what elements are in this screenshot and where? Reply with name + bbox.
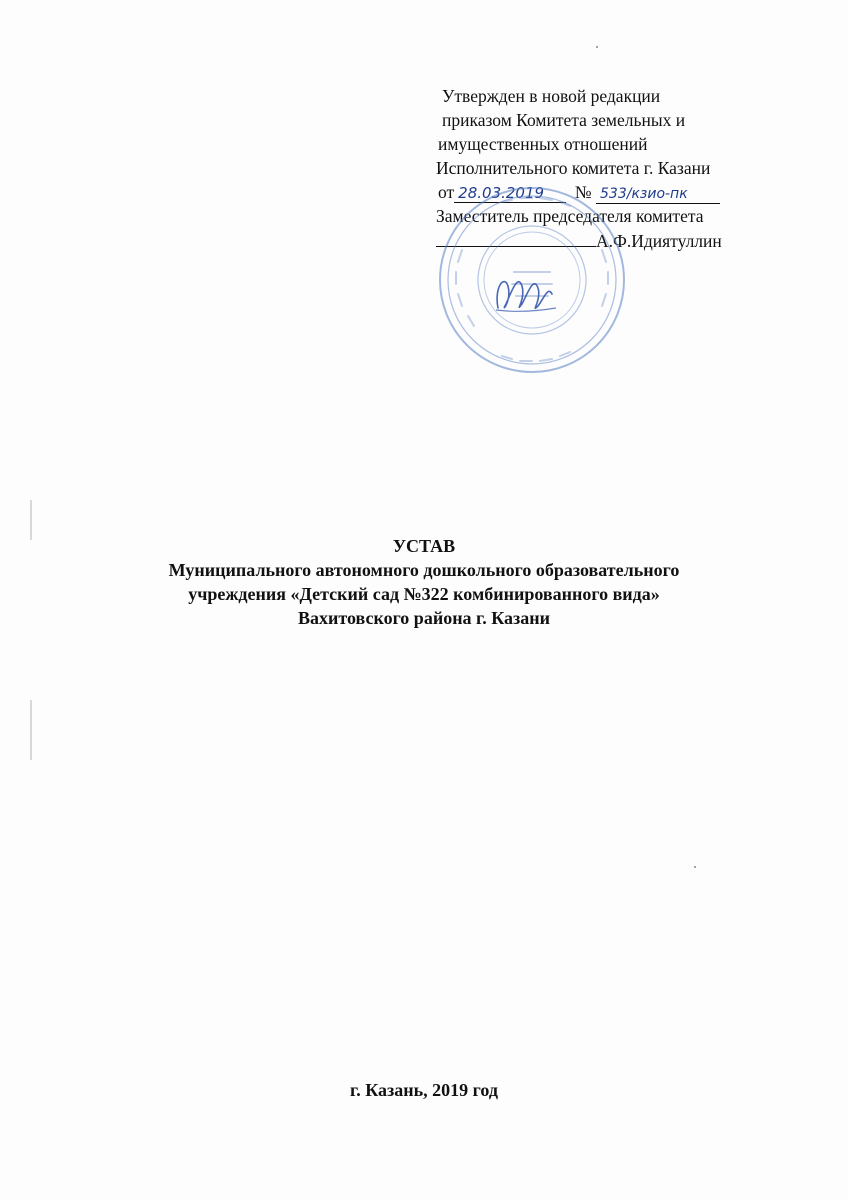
signature-underline bbox=[436, 228, 596, 247]
approval-line-1: Утвержден в новой редакции bbox=[442, 86, 661, 106]
approval-date-line bbox=[428, 180, 768, 204]
signer-position: Заместитель председателя комитета bbox=[436, 206, 704, 226]
number-value: 533/кзио-пк bbox=[596, 185, 720, 204]
approval-line-4: Исполнительного комитета г. Казани bbox=[436, 158, 711, 178]
place-year-footer: г. Казань, 2019 год bbox=[350, 1080, 498, 1100]
document-title-block bbox=[0, 534, 848, 630]
title-line-1: Муниципального автономного дошкольного образовательного bbox=[168, 560, 680, 580]
signature-icon bbox=[492, 268, 562, 318]
date-prefix: от bbox=[438, 182, 455, 202]
scan-edge-mark bbox=[30, 700, 32, 760]
scan-dot bbox=[694, 866, 696, 868]
title-line-3: Вахитовского района г. Казани bbox=[297, 608, 550, 628]
number-prefix: № bbox=[574, 182, 592, 202]
signature-line bbox=[428, 228, 768, 253]
date-value: 28.03.2019 bbox=[454, 184, 566, 203]
scan-dot bbox=[596, 46, 598, 48]
document-title: УСТАВ bbox=[392, 536, 456, 556]
title-line-2: учреждения «Детский сад №322 комбинированного вида» bbox=[188, 584, 660, 604]
approval-block bbox=[428, 84, 768, 253]
approval-line-3: имущественных отношений bbox=[438, 134, 648, 154]
approval-line-2: приказом Комитета земельных и bbox=[442, 110, 686, 130]
signatory-name: А.Ф.Идиятуллин bbox=[596, 231, 722, 251]
